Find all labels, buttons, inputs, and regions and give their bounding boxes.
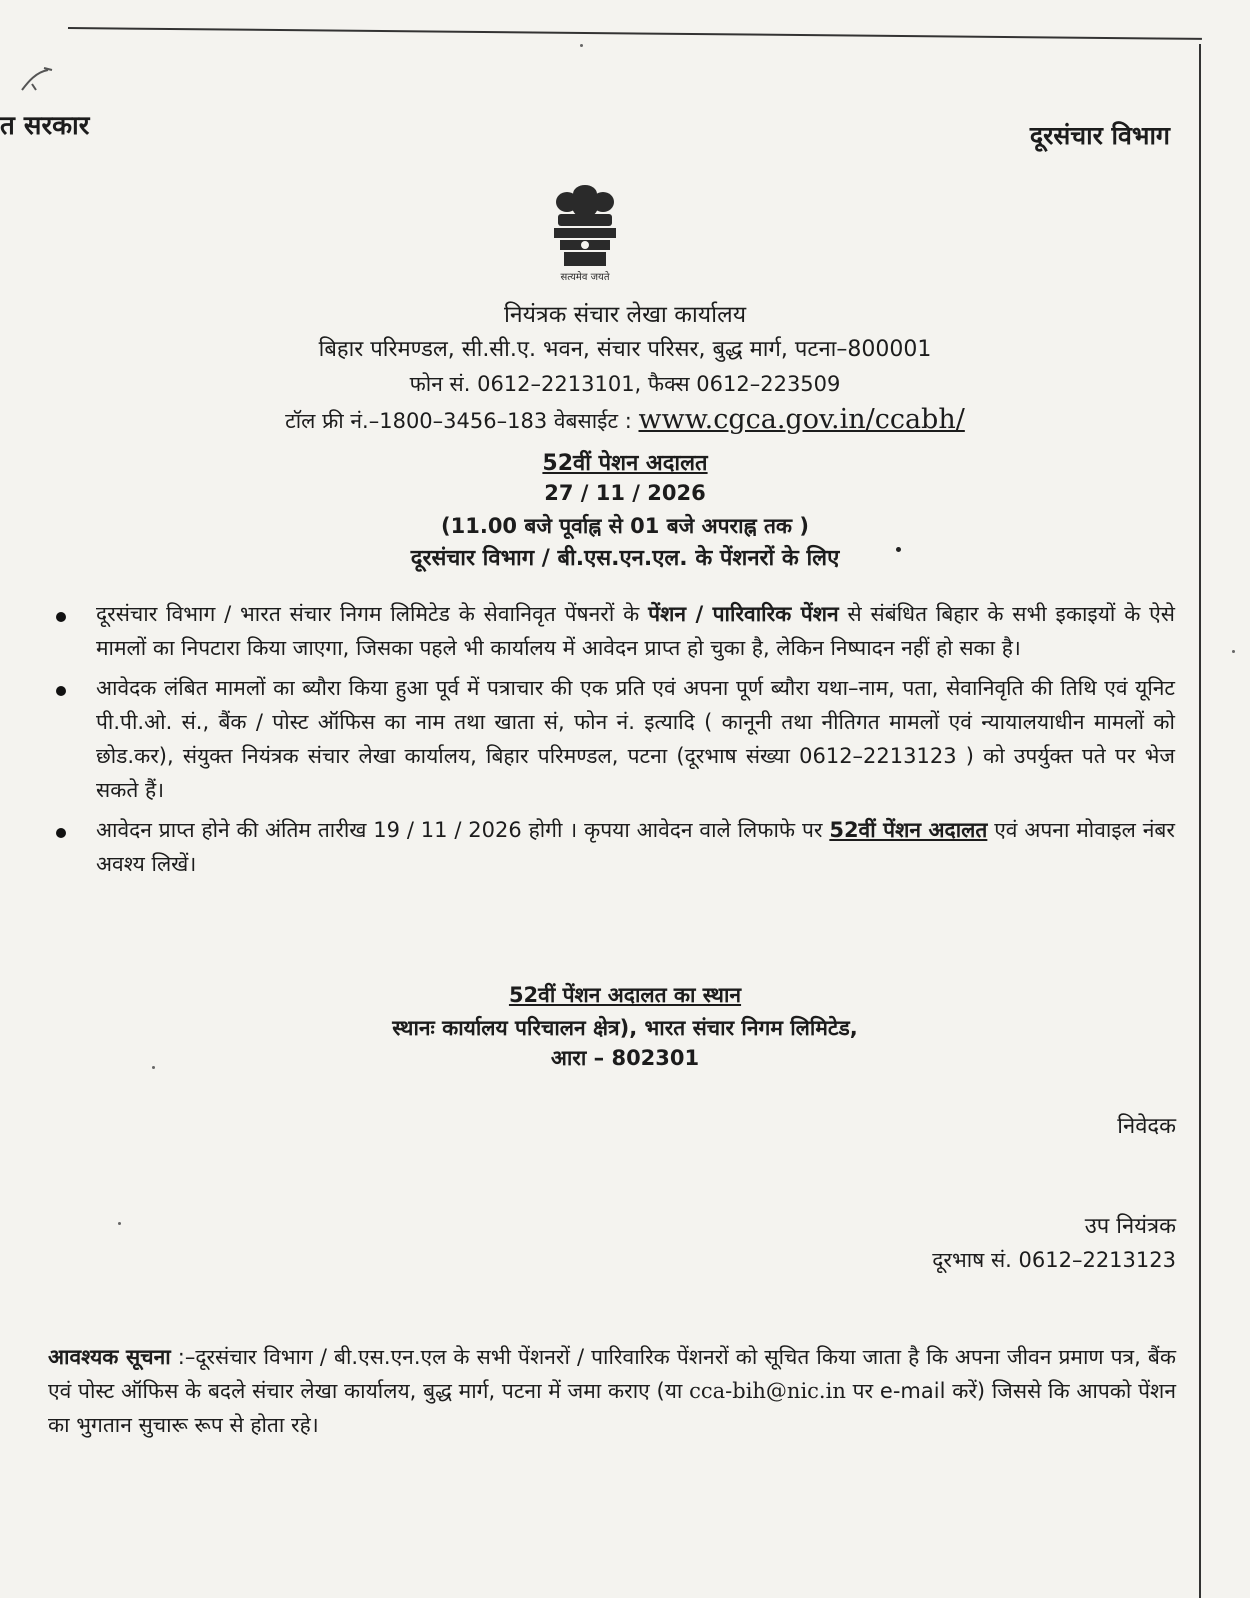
office-name: नियंत्रक संचार लेखा कार्यालय (503, 302, 747, 328)
venue-address: स्थानः कार्यालय परिचालन क्षेत्र), भारत संचार निगम लिमिटेड, (392, 1016, 858, 1040)
event-time: (11.00 बजे पूर्वाह्न से 01 बजे अपराह्न तक ) (441, 514, 809, 538)
scan-mark (18, 64, 62, 98)
bullet-item (50, 813, 1175, 881)
important-notice (48, 1340, 1176, 1442)
header-department: दूरसंचार विभाग (1029, 121, 1170, 150)
notice-text: पर e-mail करें) जिससे कि आपको पेंशन का भुगतान सुचारू रूप से होता रहे। (48, 1379, 1176, 1437)
signatory-designation: उप नियंत्रक (1084, 1214, 1176, 1239)
notice-text: :–दूरसंचार विभाग / बी.एस.एन.एल के सभी पेंशनरों / पारिवारिक पेंशनरों को सूचित किया जाता है कि अपना जीवन प्रमाण पत्र, बैंक एवं पोस्ट ऑफिस के बदले संचार लेखा कार्यालय, बुद्ध मार्ग, पटना में जमा कराए (या (48, 1345, 1176, 1403)
bullet-item (50, 671, 1175, 807)
office-phone-fax: फोन सं. 0612–2213101, फैक्स 0612–223509 (409, 372, 841, 396)
notice-email-link[interactable]: cca-bih@nic.in (689, 1379, 846, 1403)
event-date: 27 / 11 / 2026 (544, 481, 706, 505)
office-address: बिहार परिमण्डल, सी.सी.ए. भवन, संचार परिसर, बुद्ध मार्ग, पटना–800001 (318, 337, 932, 362)
event-title (0, 447, 1250, 477)
notice-label: आवश्यक सूचना (48, 1345, 171, 1369)
event-title-text: 52वीं पेशन अदालत (542, 451, 708, 476)
signatory-phone: दूरभाष सं. 0612–2213123 (932, 1248, 1176, 1272)
page-border-top (68, 27, 1202, 40)
bullet-text: आवेदक लंबित मामलों का ब्यौरा किया हुआ पूर्व में पत्राचार की एक प्रति एवं अपना पूर्ण ब्यौरा यथा–नाम, पता, सेवानिवृति की तिथि एवं यूनिट पी.पी.ओ. सं., बैंक / पोस्ट ऑफिस का नाम तथा खाता सं, फोन नं. इत्यादि ( कानूनी तथा नीतिगत मामलों एवं न्यायालयाधीन मामलों को छोड.कर), संयुक्त नियंत्रक संचार लेखा कार्यालय, बिहार परिमण्डल, पटना (दूरभाष संख्या 0612–2213123 ) को उपर्युक्त पते पर भेज सकते हैं। (96, 676, 1175, 802)
tollfree-text: टॉल फ्री नं.–1800–3456–183 वेबसाईट : (285, 409, 639, 433)
page-border-right (1199, 44, 1201, 1598)
venue-title (0, 981, 1250, 1009)
scan-dot (896, 547, 901, 552)
office-tollfree-line (0, 404, 1250, 435)
bullet-list (50, 597, 1175, 887)
bullet-text: आवेदन प्राप्त होने की अंतिम तारीख 19 / 11 / 2026 होगी । कृपया आवेदन वाले लिफाफे पर (96, 818, 830, 842)
bullet-text: दूरसंचार विभाग / भारत संचार निगम लिमिटेड के सेवानिवृत पेंषनरों के (96, 602, 649, 626)
bullet-emphasis: पेंशन / पारिवारिक पेंशन (648, 602, 839, 626)
bullet-item (50, 597, 1175, 665)
national-emblem-icon (540, 180, 630, 290)
header-left-text: त सरकार (0, 111, 90, 141)
venue-city: आरा – 802301 (550, 1046, 700, 1070)
venue-title-text: 52वीं पेंशन अदालत का स्थान (508, 983, 742, 1007)
bullet-emphasis: 52वीं पेंशन अदालत (829, 818, 988, 842)
bullet-text: से संबंधित बिहार के सभी इकाइयों के ऐसे मामलों का निपटारा किया जाएगा, जिसका पहले भी कार्यालय में आवेदन प्राप्त हो चुका है, लेकिन निष्पादन नहीं हो सका है। (96, 602, 1175, 660)
website-link[interactable]: www.cgca.gov.in/ccabh/ (638, 404, 965, 435)
bullet-text: एवं अपना मोवाइल नंबर अवश्य लिखें। (96, 818, 1175, 876)
event-audience: दूरसंचार विभाग / बी.एस.एन.एल. के पेंशनरों के लिए (410, 546, 840, 571)
emblem-caption: सत्यमेव जयते (560, 272, 610, 283)
sign-off: निवेदक (1117, 1114, 1176, 1139)
